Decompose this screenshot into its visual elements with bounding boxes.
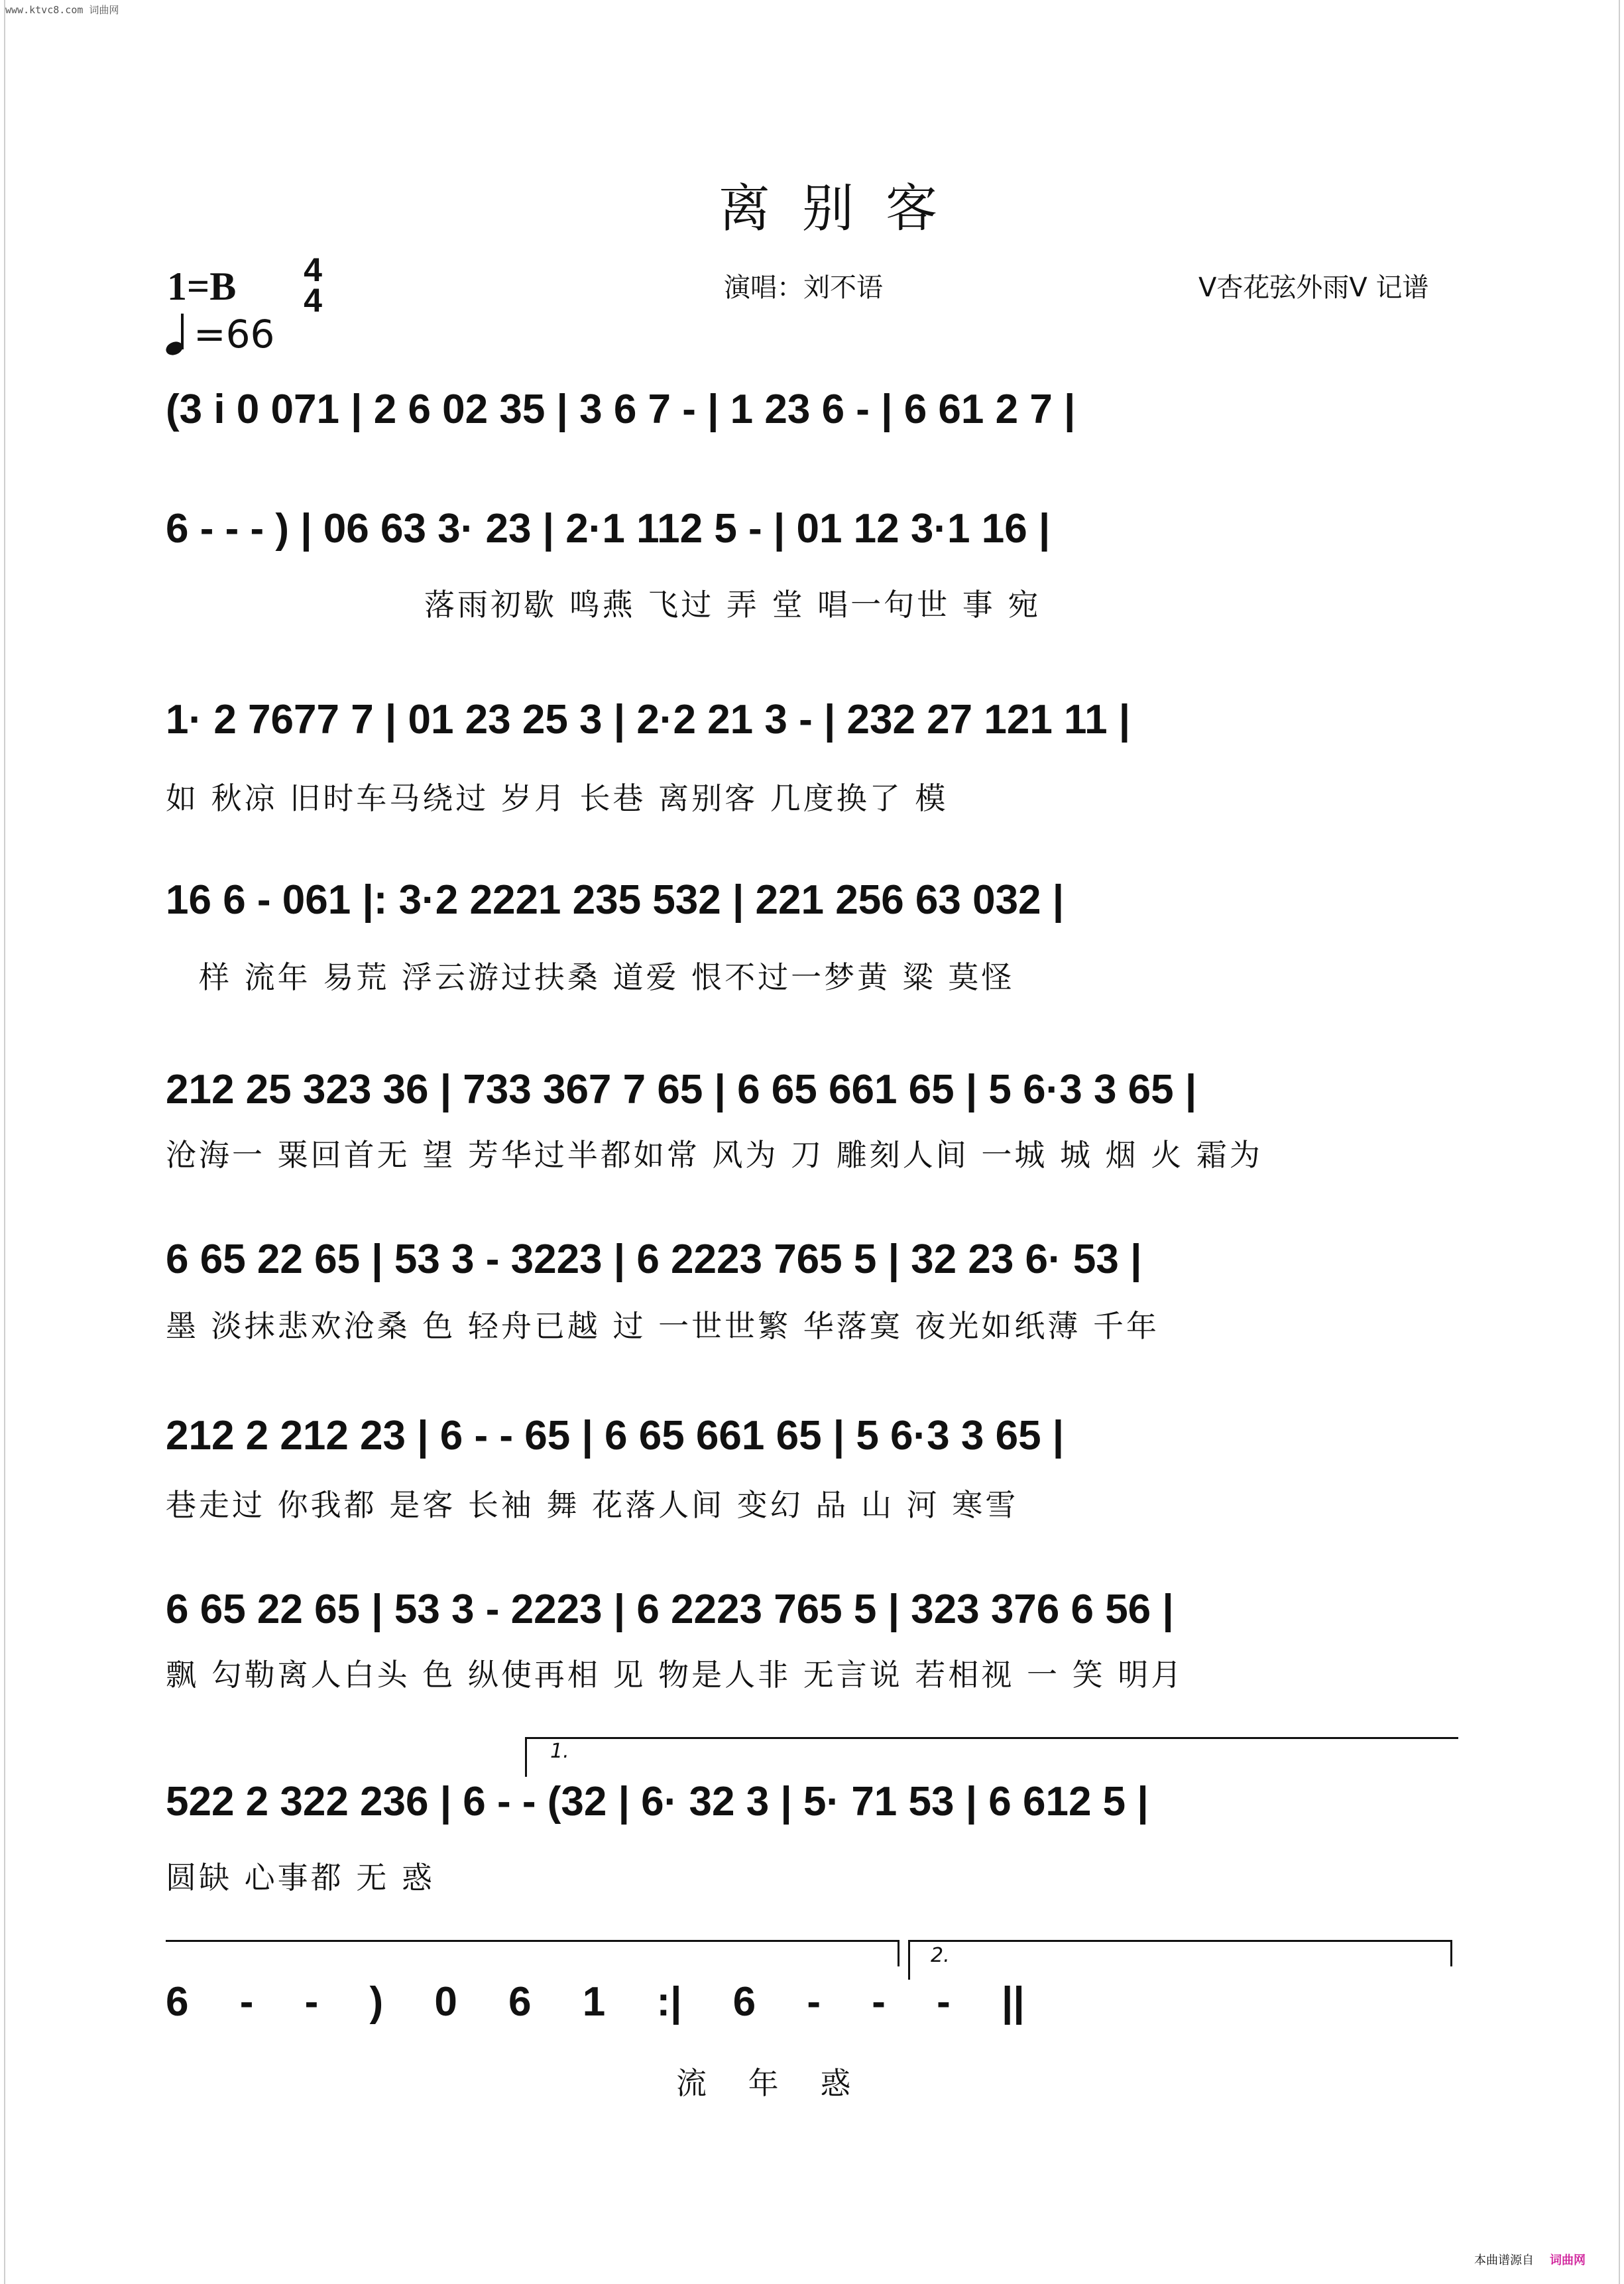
lyric-row-5: 沧海一 粟回首无 望 芳华过半都如常 风为 刀 雕刻人间 一城 城 烟 火 霜为 — [166, 1137, 1263, 1173]
arranger-credit: V杏花弦外雨V 记谱 — [1198, 272, 1429, 303]
site-label: www.ktvc8.com 词曲网 — [5, 4, 119, 16]
time-sig-bottom: 4 — [304, 282, 322, 319]
volta-1-bracket — [525, 1737, 1458, 1739]
volta-1-right-edge — [898, 1940, 899, 1966]
score-row-3: 1· 2 7677 7 | 01 23 25 3 | 2·2 21 3 - | 232 27 121 11 | — [166, 697, 1131, 743]
singer-credit: 演唱：刘不语 — [724, 272, 883, 303]
volta-1-left-edge — [525, 1737, 527, 1777]
lyric-row-8: 飘 勾勒离人白头 色 纵使再相 见 物是人非 无言说 若相视 一 笑 明月 — [166, 1657, 1185, 1693]
volta-2-bracket — [908, 1940, 1452, 1942]
lyric-row-2: 落雨初歇 鸣燕 飞过 弄 堂 唱一句世 事 宛 — [424, 587, 1041, 623]
score-row-8: 6 65 22 65 | 53 3 - 2223 | 6 2223 765 5 | 323 376 6 56 | — [166, 1587, 1174, 1632]
volta-2-left-edge — [908, 1940, 910, 1980]
lyric-row-6: 墨 淡抹悲欢沧桑 色 轻舟已越 过 一世世繁 华落寞 夜光如纸薄 千年 — [166, 1308, 1159, 1344]
footer-left-text: 本曲谱源自 — [1474, 2254, 1534, 2267]
song-title: 离别客 — [718, 179, 969, 239]
lyric-row-10: 流 年 惑 — [676, 2065, 854, 2101]
volta-1-continued — [166, 1940, 898, 1942]
quarter-note-icon — [166, 314, 188, 355]
page-left-border — [4, 0, 5, 2284]
time-signature — [293, 251, 333, 319]
page-right-border — [1619, 0, 1620, 2284]
score-row-7: 212 2 212 23 | 6 - - 65 | 6 65 661 65 | 5 6·3 3 65 | — [166, 1413, 1065, 1459]
score-row-2: 6 - - - ) | 06 63 3· 23 | 2·1 112 5 - | 01 12 3·1 16 | — [166, 506, 1051, 552]
lyric-row-3: 如 秋凉 旧时车马绕过 岁月 长巷 离别客 几度换了 模 — [166, 780, 949, 816]
volta-2-right-edge — [1450, 1940, 1452, 1966]
tempo-marking — [166, 312, 274, 357]
footer-attribution — [1474, 2251, 1586, 2268]
footer-logo-text: 词曲网 — [1550, 2254, 1586, 2267]
volta-1-number: 1. — [550, 1740, 569, 1763]
tempo-value: =66 — [194, 312, 275, 357]
score-row-9: 522 2 322 236 | 6 - - (32 | 6· 32 3 | 5· 71 53 | 6 612 5 | — [166, 1779, 1149, 1825]
score-row-4: 16 6 - 061 |: 3·2 2221 235 532 | 221 256 63 032 | — [166, 877, 1065, 923]
lyric-row-9: 圆缺 心事都 无 惑 — [166, 1860, 435, 1895]
key-signature: 1=B — [167, 265, 237, 308]
score-row-10: 6 - - ) 0 6 1 :| 6 - - - || — [166, 1979, 1025, 2025]
score-row-5: 212 25 323 36 | 733 367 7 65 | 6 65 661 65 | 5 6·3 3 65 | — [166, 1067, 1197, 1112]
score-row-1: (3 i 0 071 | 2 6 02 35 | 3 6 7 - | 1 23 6 - | 6 61 2 7 | — [166, 387, 1076, 432]
lyric-row-4: 样 流年 易荒 浮云游过扶桑 道爱 恨不过一梦黄 粱 莫怪 — [199, 959, 1015, 995]
volta-2-number: 2. — [931, 1944, 950, 1967]
lyric-row-7: 巷走过 你我都 是客 长袖 舞 花落人间 变幻 品 山 河 寒雪 — [166, 1487, 1019, 1523]
time-sig-top: 4 — [304, 251, 322, 288]
score-row-6: 6 65 22 65 | 53 3 - 3223 | 6 2223 765 5 | 32 23 6· 53 | — [166, 1236, 1142, 1282]
